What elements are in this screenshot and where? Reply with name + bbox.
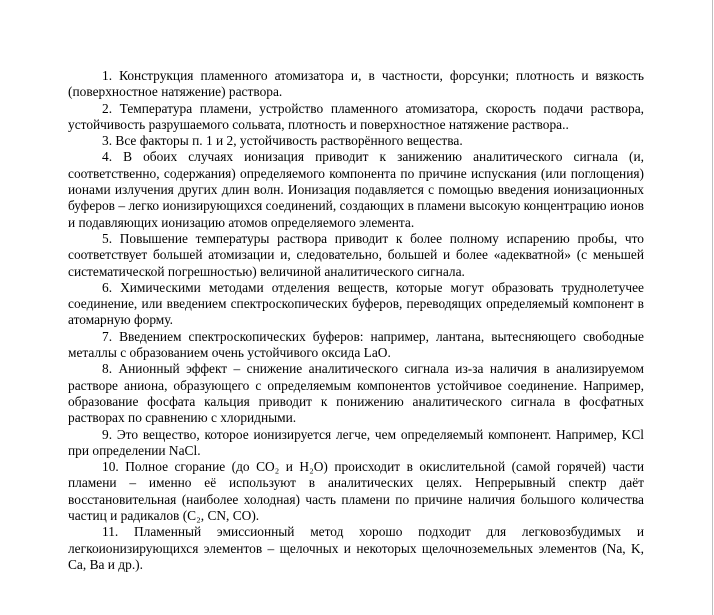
answer-paragraph: 10. Полное сгорание (до CO₂ и H₂O) происходит в окислительной (самой горячей) части пламени – именно её используют в аналитических целях. Непрерывный спектр даёт восстановительная (наиболее холодная) часть пламени по причине наличия большого количества частиц и радикалов (C₂, CN, CO).	[68, 459, 644, 524]
answer-paragraph: 3. Все факторы п. 1 и 2, устойчивость растворённого вещества.	[102, 133, 463, 149]
answer-paragraph: 9. Это вещество, которое ионизируется легче, чем определяемый компонент. Например, KCl при определении NaCl.	[68, 426, 644, 458]
answer-paragraph: 11. Пламенный эмиссионный метод хорошо подходит для легковозбудимых и легкоионизирующихся элементов – щелочных и некоторых щелочноземельных элементов (Na, K, Ca, Ba и др.).	[68, 524, 644, 572]
answer-paragraph: 6. Химическими методами отделения веществ, которые могут образовать труднолетучее соединение, или введением спектроскопических буферов, переводящих определяемый компонент в атомарную форму.	[68, 279, 644, 328]
answer-paragraph: 2. Температура пламени, устройство пламенного атомизатора, скорость подачи раствора, устойчивость разрушаемого сольвата, плотность и поверхностное натяжение раствора..	[68, 100, 644, 132]
answer-paragraph: 8. Анионный эффект – снижение аналитического сигнала из-за наличия в анализируемом растворе аниона, образующего с определяемым компонентов устойчивое соединение. Например, образование фосфата кальция приводит к понижению аналитического сигнала в фосфатных растворах по сравнению с хлоридными.	[68, 361, 644, 426]
answers-list	[68, 68, 644, 573]
answer-paragraph: 1. Конструкция пламенного атомизатора и, в частности, форсунки; плотность и вязкость (поверхностное натяжение) раствора.	[68, 68, 644, 100]
answer-paragraph: 7. Введением спектроскопических буферов: например, лантана, вытесняющего свободные металлы с образованием очень устойчивого оксида LaO.	[68, 328, 644, 361]
answer-paragraph: 5. Повышение температуры раствора приводит к более полному испарению пробы, что соответствует большей атомизации и, следовательно, большей и более «адекватной» (с меньшей систематической погрешностью) величиной аналитического сигнала.	[68, 230, 644, 279]
answer-paragraph: 4. В обоих случаях ионизация приводит к занижению аналитического сигнала (и, соответственно, содержания) определяемого компонента по причине испускания (или поглощения) ионами излучения других длин волн. Ионизация подавляется с помощью введения ионизационных буферов – легко ионизирующихся соединений, создающих в пламени высокую концентрацию ионов и подавляющих ионизацию атомов определяемого элемента.	[68, 149, 644, 230]
